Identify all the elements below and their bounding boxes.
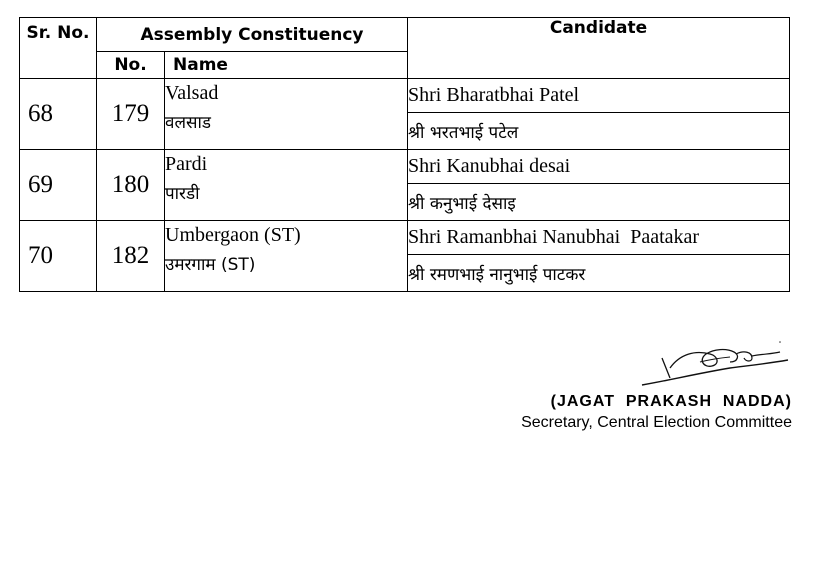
header-row: [20, 18, 790, 52]
constituency-name-en: Valsad: [165, 82, 219, 104]
name-header: Name: [165, 52, 408, 79]
constituency-name-cell: [165, 150, 408, 221]
candidate-name-hi: श्री रमणभाई नानुभाई पाटकर: [408, 255, 790, 292]
table-row: [20, 221, 790, 255]
constituency-no-cell: 180: [97, 150, 165, 221]
constituency-name-en: Umbergaon (ST): [165, 224, 301, 246]
constituency-name-cell: [165, 221, 408, 292]
candidate-name-hi: श्री कनुभाई देसाइ: [408, 184, 790, 221]
table-row: [20, 79, 790, 113]
sr-no-cell: 68: [20, 79, 97, 150]
signatory-name: (JAGAT PRAKASH NADDA): [550, 393, 792, 410]
sr-no-cell: 69: [20, 150, 97, 221]
candidate-name-en: Shri Bharatbhai Patel: [408, 79, 790, 113]
constituency-name-hi: वलसाड: [165, 113, 211, 133]
constituency-no-cell: 179: [97, 79, 165, 150]
table-row: [20, 150, 790, 184]
candidate-name-en: Shri Ramanbhai Nanubhai Paatakar: [408, 221, 790, 255]
constituency-name-hi: पारडी: [165, 184, 200, 204]
sr-no-header: Sr. No.: [20, 18, 97, 79]
sr-no-cell: 70: [20, 221, 97, 292]
signatory-title: Secretary, Central Election Committee: [521, 414, 792, 431]
candidate-name-en: Shri Kanubhai desai: [408, 150, 790, 184]
handwritten-signature: [640, 340, 790, 390]
constituency-name-en: Pardi: [165, 153, 208, 175]
constituency-name-cell: [165, 79, 408, 150]
assembly-constituency-header: Assembly Constituency: [97, 18, 408, 52]
constituency-no-cell: 182: [97, 221, 165, 292]
candidates-table: [19, 17, 790, 292]
constituency-name-hi: उमरगाम (ST): [165, 255, 256, 275]
candidate-name-hi: श्री भरतभाई पटेल: [408, 113, 790, 150]
no-header: No.: [97, 52, 165, 79]
candidate-header: Candidate: [408, 18, 790, 79]
